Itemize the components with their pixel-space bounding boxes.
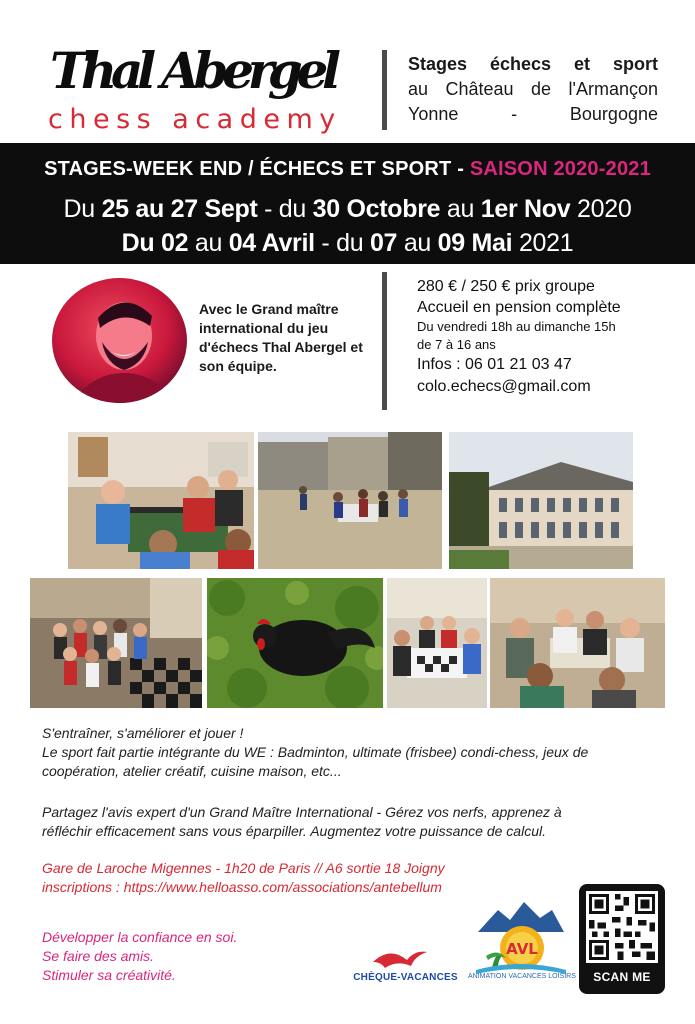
photo-courtyard-chess	[258, 432, 442, 569]
season-highlight: SAISON 2020-2021	[469, 158, 651, 180]
dates-text: Du	[63, 195, 102, 223]
slogans	[42, 928, 342, 985]
avl-label: ANIMATION VACANCES LOISIRS	[468, 973, 576, 980]
photo-rooster	[207, 578, 383, 708]
tagline-province: Bourgogne	[569, 104, 658, 124]
info-divider	[382, 272, 387, 410]
registration-link[interactable]: inscriptions : https://www.helloasso.com/associations/antebellum	[42, 879, 442, 895]
program-description	[42, 724, 672, 841]
access-info	[42, 859, 642, 897]
dates-bold: 09 Mai	[437, 229, 513, 257]
season-title	[0, 158, 695, 181]
qr-code[interactable]	[586, 891, 658, 963]
header-divider	[382, 50, 387, 130]
qr-code-card[interactable]	[579, 884, 665, 994]
schedule-text: Du vendredi 18h au dimanche 15h	[417, 319, 616, 334]
dates-line-2	[0, 229, 695, 258]
accommodation-text: Accueil en pension complète	[417, 299, 621, 316]
dates-text: 2020	[570, 195, 632, 223]
slogan-line: Développer la confiance en soi.	[42, 929, 238, 945]
cheque-vacances-label: CHÈQUE-VACANCES	[353, 972, 458, 983]
academy-logo-name	[48, 34, 348, 104]
tagline-line-1: Stages échecs et sport	[408, 54, 658, 74]
price-text: 280 € / 250 € prix groupe	[417, 278, 595, 295]
photo-kids-playing	[490, 578, 665, 708]
email-link[interactable]: colo.echecs@gmail.com	[417, 378, 591, 395]
dates-bold: 02	[160, 229, 189, 257]
body-line: réfléchir efficacement sans vous éparpiller. Augmentez votre puissance de calcul.	[42, 823, 546, 839]
ages-text: de 7 à 16 ans	[417, 337, 496, 352]
body-line: S'entraîner, s'améliorer et jouer !	[42, 725, 244, 741]
grandmaster-portrait	[52, 278, 187, 403]
logo-script-svg	[48, 34, 348, 104]
tagline-region: Yonne	[408, 104, 459, 124]
photo-chateau	[449, 432, 633, 569]
dates-text: - du	[314, 229, 370, 257]
dates-bold: 25 au 27 Sept	[101, 195, 258, 223]
body-line: Le sport fait partie intégrante du WE : Badminton, ultimate (frisbee) condi-chess, jeux de	[42, 744, 589, 760]
cheque-vacances-logo	[345, 942, 470, 992]
avl-initials: AVL	[506, 940, 538, 958]
logo-subtitle: chess academy	[48, 104, 342, 135]
tagline-dash: -	[511, 104, 518, 124]
photo-foosball	[68, 432, 254, 569]
dates-text: au	[188, 229, 229, 257]
portrait-illustration	[52, 278, 187, 403]
body-line: Partagez l'avis expert d'un Grand Maître International - Gérez vos nerfs, apprenez à	[42, 804, 562, 820]
dates-text: 2021	[512, 229, 574, 257]
swallow-icon	[345, 942, 470, 992]
info-block	[417, 276, 677, 398]
season-banner	[0, 143, 695, 264]
tagline-line-2: au Château de l'Armançon	[408, 79, 658, 99]
dates-text: au	[397, 229, 438, 257]
slogan-line: Se faire des amis.	[42, 948, 155, 964]
dates-bold: 07	[369, 229, 398, 257]
dates-line-1	[0, 195, 695, 224]
transport-text: Gare de Laroche Migennes - 1h20 de Paris // A6 sortie 18 Joigny	[42, 860, 445, 876]
phone-text: Infos : 06 01 21 03 47	[417, 356, 572, 373]
header-tagline	[408, 52, 658, 127]
photo-group-kids	[30, 578, 202, 708]
dates-bold: Du	[121, 229, 161, 257]
tagline-line-3	[408, 102, 658, 127]
photo-chess-tables	[387, 578, 487, 708]
body-line: coopération, atelier créatif, cuisine maison, etc...	[42, 763, 342, 779]
dates-text: au	[440, 195, 481, 223]
slogan-line: Stimuler sa créativité.	[42, 967, 176, 983]
scan-me-label: SCAN ME	[593, 970, 651, 984]
logo-script-text: Thal Abergel	[50, 41, 340, 100]
dates-text: - du	[257, 195, 313, 223]
dates-bold: 04 Avril	[228, 229, 315, 257]
grandmaster-intro: Avec le Grand maître international du jeu d'échecs Thal Abergel et son équipe.	[199, 301, 363, 374]
season-title-prefix: STAGES-WEEK END / ÉCHECS ET SPORT -	[44, 158, 470, 180]
dates-bold: 1er Nov	[480, 195, 571, 223]
qr-pattern	[586, 891, 658, 963]
dates-bold: 30 Octobre	[312, 195, 441, 223]
